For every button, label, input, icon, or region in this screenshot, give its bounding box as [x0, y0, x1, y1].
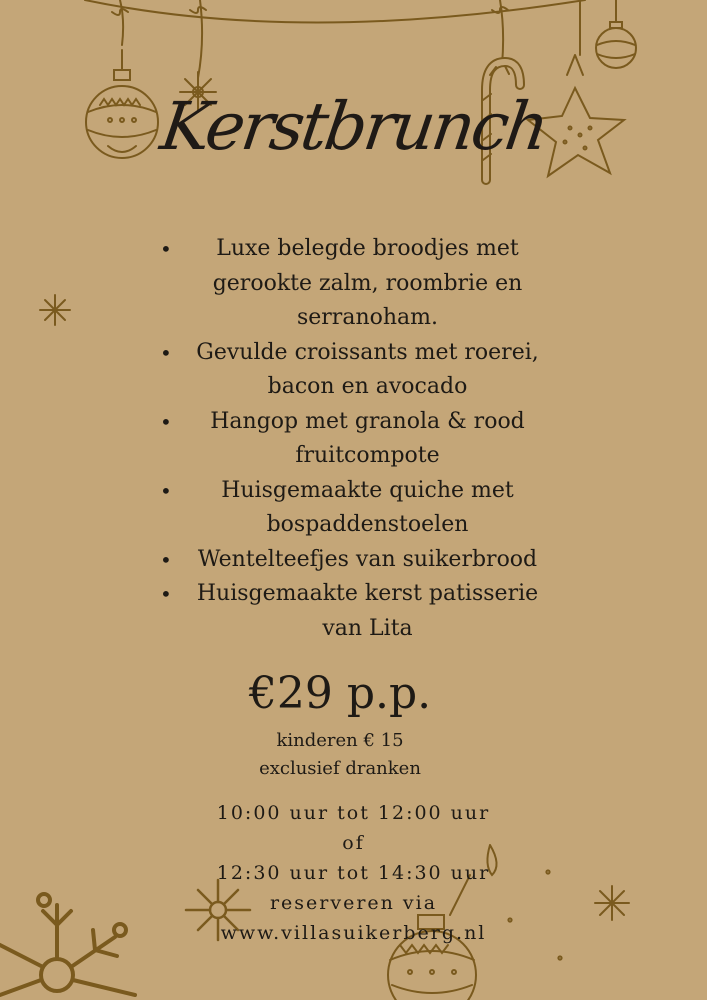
- or-label: of: [342, 832, 365, 854]
- menu-item-text: Hangop met granola & rood fruitcompote: [210, 408, 525, 468]
- page-title: Kerstbrunch: [156, 88, 551, 165]
- bullet-icon: •: [160, 409, 172, 434]
- bullet-icon: •: [160, 582, 172, 606]
- reserve-text: reserveren via: [269, 892, 438, 914]
- website-link[interactable]: www.villasuikerberg.nl: [220, 922, 487, 944]
- list-item: [150, 543, 555, 578]
- list-item: [150, 232, 555, 336]
- bullet-icon: •: [160, 547, 172, 572]
- bullet-icon: •: [160, 237, 172, 261]
- children-price: kinderen € 15: [276, 730, 404, 751]
- menu-item-text: Gevulde croissants met roerei, bacon en avocado: [196, 339, 539, 399]
- menu-list: [150, 232, 555, 646]
- bullet-icon: •: [160, 340, 172, 365]
- time-slot-1: 10:00 uur tot 12:00 uur: [216, 802, 491, 824]
- menu-item-text: Huisgemaakte kerst patisserie van Lita: [196, 581, 539, 641]
- garland-icon: [85, 0, 585, 23]
- drinks-note: exclusief dranken: [259, 758, 421, 779]
- list-item: [150, 336, 555, 405]
- list-item: [150, 577, 555, 646]
- sparkle-icon: [40, 295, 70, 325]
- list-item: [150, 474, 555, 543]
- price: €29 p.p.: [248, 668, 432, 719]
- menu-item-text: Wentelteefjes van suikerbrood: [197, 546, 538, 572]
- time-slot-2: 12:30 uur tot 14:30 uur: [216, 862, 491, 884]
- list-item: [150, 405, 555, 474]
- bullet-icon: •: [160, 478, 172, 503]
- menu-item-text: Huisgemaakte quiche met bospaddenstoelen: [221, 477, 514, 537]
- small-bauble-icon: [596, 0, 636, 68]
- menu-item-text: Luxe belegde broodjes met gerookte zalm, roombrie en serranoham.: [212, 236, 523, 330]
